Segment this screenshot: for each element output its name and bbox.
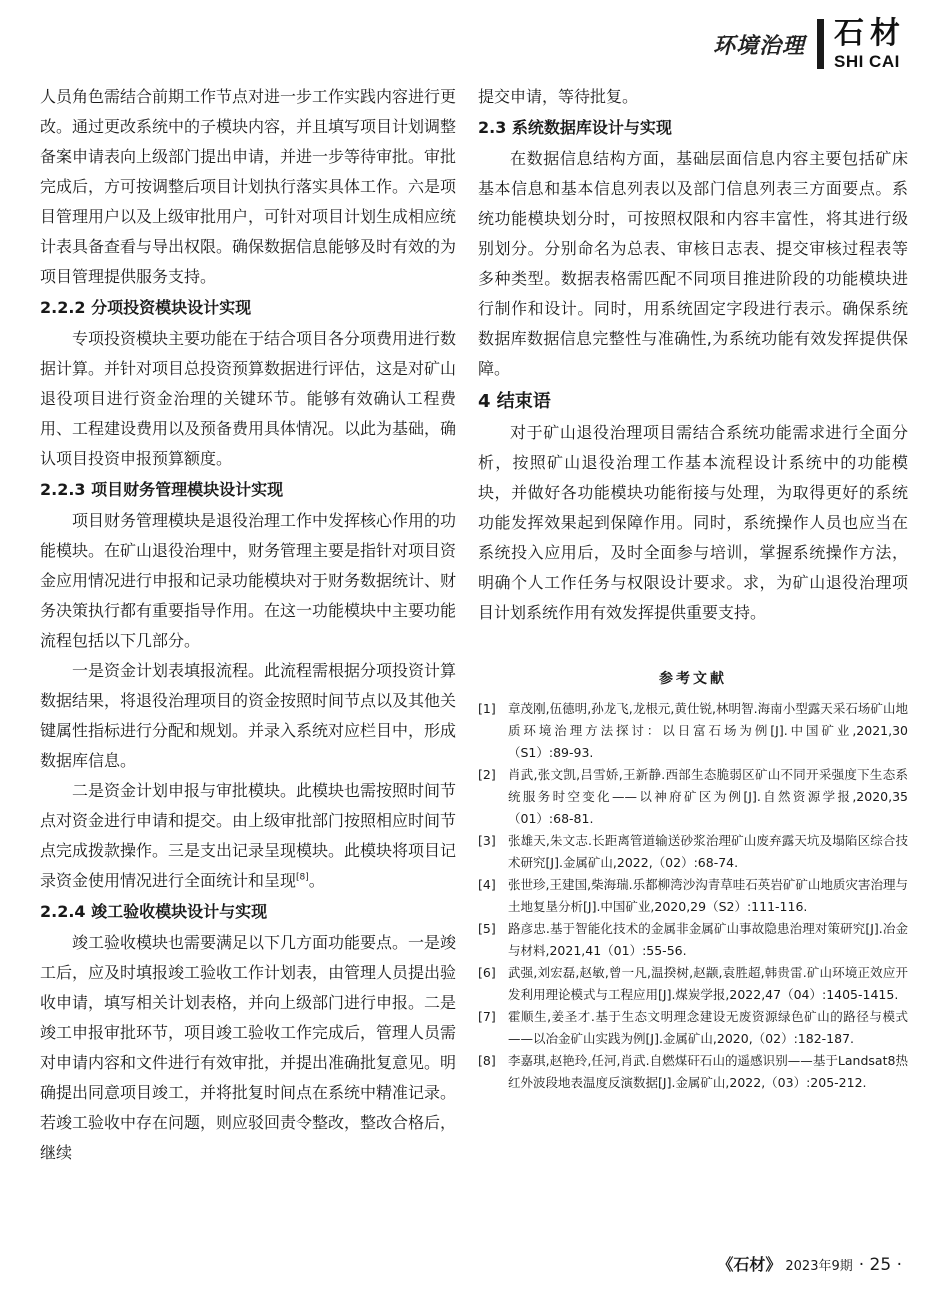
reference-number: [5] (478, 921, 496, 936)
reference-number: [8] (478, 1053, 496, 1068)
heading-2-3: 2.3 系统数据库设计与实现 (478, 118, 672, 137)
reference-text: 章茂刚,伍德明,孙龙飞,龙根元,黄仕锐,林明智.海南小型露天采石场矿山地质环境治理方法探讨：以日富石场为例[J].中国矿业,2021,30（S1）:89-93. (508, 701, 908, 760)
reference-item (478, 830, 908, 874)
left-column (40, 82, 456, 1168)
reference-text: 武强,刘宏磊,赵敏,曾一凡,温揆树,赵颛,袁胜超,韩贵雷.矿山环境正效应开发利用理论模式与工程应用[J].煤炭学报,2022,47（04）:1405-1415. (508, 965, 908, 1002)
reference-item (478, 698, 908, 764)
references-title: 参考文献 (659, 671, 727, 687)
reference-text: 霍顺生,姜圣才.基于生态文明理念建设无废资源绿色矿山的路径与模式——以冶金矿山实践为例[J].金属矿山,2020,（02）:182-187. (508, 1009, 908, 1046)
reference-number: [7] (478, 1009, 496, 1024)
brand-name-en: SHI CAI (834, 51, 900, 71)
paragraph: 对于矿山退役治理项目需结合系统功能需求进行全面分析，按照矿山退役治理工作基本流程设计系统中的功能模块，并做好各功能模块功能衔接与处理，为取得更好的系统功能发挥效果起到保障作用。同时，系统操作人员也应当在系统投入应用后，及时全面参与培训，掌握系统操作方法，明确个人工作任务与权限设计要求。求，为矿山退役治理项目计划系统作用有效发挥提供重要支持。 (478, 423, 908, 622)
section-name: 环境治理 (712, 33, 805, 59)
paragraph: 一是资金计划表填报流程。此流程需根据分项投资计算数据结果，将退役治理项目的资金按照时间节点以及其他关键属性指标进行分配和规划。并录入系统对应栏目中，形成数据库信息。 (40, 661, 457, 770)
paragraph: 提交申请，等待批复。 (478, 87, 639, 106)
citation: [8] (296, 872, 309, 883)
reference-number: [6] (478, 965, 496, 980)
reference-item (478, 1006, 908, 1050)
reference-text: 路彦忠.基于智能化技术的金属非金属矿山事故隐患治理对策研究[J].冶金与材料,2021,41（01）:55-56. (508, 921, 908, 958)
paragraph: 项目财务管理模块是退役治理工作中发挥核心作用的功能模块。在矿山退役治理中，财务管理主要是指针对项目资金应用情况进行申报和记录功能模块对于财务数据统计、财务决策执行都有重要指导作用。在这一功能模块中主要功能流程包括以下几部分。 (40, 511, 457, 650)
footer-issue: 2023年9期 (785, 1259, 853, 1274)
paragraph: 人员角色需结合前期工作节点对进一步工作实践内容进行更改。通过更改系统中的子模块内容，并且填写项目计划调整备案申请表向上级部门提出申请，并进一步等待审批。审批完成后，方可按调整后项目计划执行落实具体工作。六是项目管理用户以及上级审批用户，可针对项目计划生成相应统计表具备查看与导出权限。确保数据信息能够及时有效的为项目管理提供服务支持。 (40, 87, 457, 286)
paragraph: 在数据信息结构方面，基础层面信息内容主要包括矿床基本信息和基本信息列表以及部门信息列表三方面要点。系统功能模块划分时，可按照权限和内容丰富性，将其进行级别划分。分别命名为总表、审核日志表、提交审核过程表等多种类型。数据表格需匹配不同项目推进阶段的功能模块进行制作和设计。同时，用系统固定字段进行表示。确保系统数据库数据信息完整性与准确性,为系统功能有效发挥提供保障。 (478, 149, 908, 378)
reference-number: [1] (478, 701, 496, 716)
reference-number: [3] (478, 833, 496, 848)
footer-journal-name: 《石材》 (717, 1255, 782, 1274)
reference-text: 李嘉琪,赵艳玲,任河,肖武.自燃煤矸石山的遥感识别——基于Landsat8热红外波段地表温度反演数据[J].金属矿山,2022,（03）:205-212. (508, 1053, 908, 1090)
heading-2-2-3: 2.2.3 项目财务管理模块设计实现 (40, 480, 284, 499)
reference-item (478, 874, 908, 918)
heading-2-2-4: 2.2.4 竣工验收模块设计与实现 (40, 902, 268, 921)
brand-name-cn: 石材 (834, 15, 906, 51)
reference-item (478, 918, 908, 962)
references-list (478, 698, 908, 1094)
paragraph-end: 。 (308, 871, 325, 890)
paragraph: 专项投资模块主要功能在于结合项目各分项费用进行数据计算。并针对项目总投资预算数据进行评估，这是对矿山退役项目进行资金治理的关键环节。能够有效确认工程费用、工程建设费用以及预备费用具体情况。以此为基础，确认项目投资申报预算额度。 (40, 329, 457, 468)
reference-text: 张雄天,朱文志.长距离管道输送砂浆治理矿山废弃露天坑及塌陷区综合技术研究[J].金属矿山,2022,（02）:68-74. (508, 833, 908, 870)
heading-2-2-2: 2.2.2 分项投资模块设计实现 (40, 298, 252, 317)
journal-brand (834, 15, 906, 71)
reference-number: [4] (478, 877, 496, 892)
paragraph-text: 二是资金计划申报与审批模块。此模块也需按照时间节点对资金进行申请和提交。由上级审批部门按照相应时间节点完成拨款操作。三是支出记录呈现模块。此模块将项目记录资金使用情况进行全面统计和呈现 (40, 781, 457, 890)
page-header (713, 14, 906, 74)
page-footer (717, 1252, 902, 1275)
reference-text: 张世珍,王建国,柴海瑞.乐都柳湾沙沟青草哇石英岩矿矿山地质灾害治理与土地复垦分析[J].中国矿业,2020,29（S2）:111-116. (508, 877, 908, 914)
reference-item (478, 764, 908, 830)
reference-item (478, 962, 908, 1006)
paragraph: 竣工验收模块也需要满足以下几方面功能要点。一是竣工后，应及时填报竣工验收工作计划表，由管理人员提出验收申请，填写相关计划表格，并向上级部门进行申报。二是竣工申报审批环节，项目竣工验收工作完成后，管理人员需对申请内容和文件进行有效审批，并提出准确批复意见。明确提出同意项目竣工，并将批复时间点在系统中精准记录。若竣工验收中存在问题，则应驳回责令整改，整改合格后，继续 (40, 933, 457, 1162)
reference-text: 肖武,张文凯,吕雪娇,王新静.西部生态脆弱区矿山不同开采强度下生态系统服务时空变化——以神府矿区为例[J].自然资源学报,2020,35（01）:68-81. (508, 767, 908, 826)
paragraph (40, 776, 456, 896)
heading-4: 4 结束语 (478, 391, 551, 412)
reference-number: [2] (478, 767, 496, 782)
page-number: · 25 · (858, 1255, 902, 1275)
right-column (478, 82, 908, 1094)
header-divider (817, 19, 824, 69)
reference-item (478, 1050, 908, 1094)
